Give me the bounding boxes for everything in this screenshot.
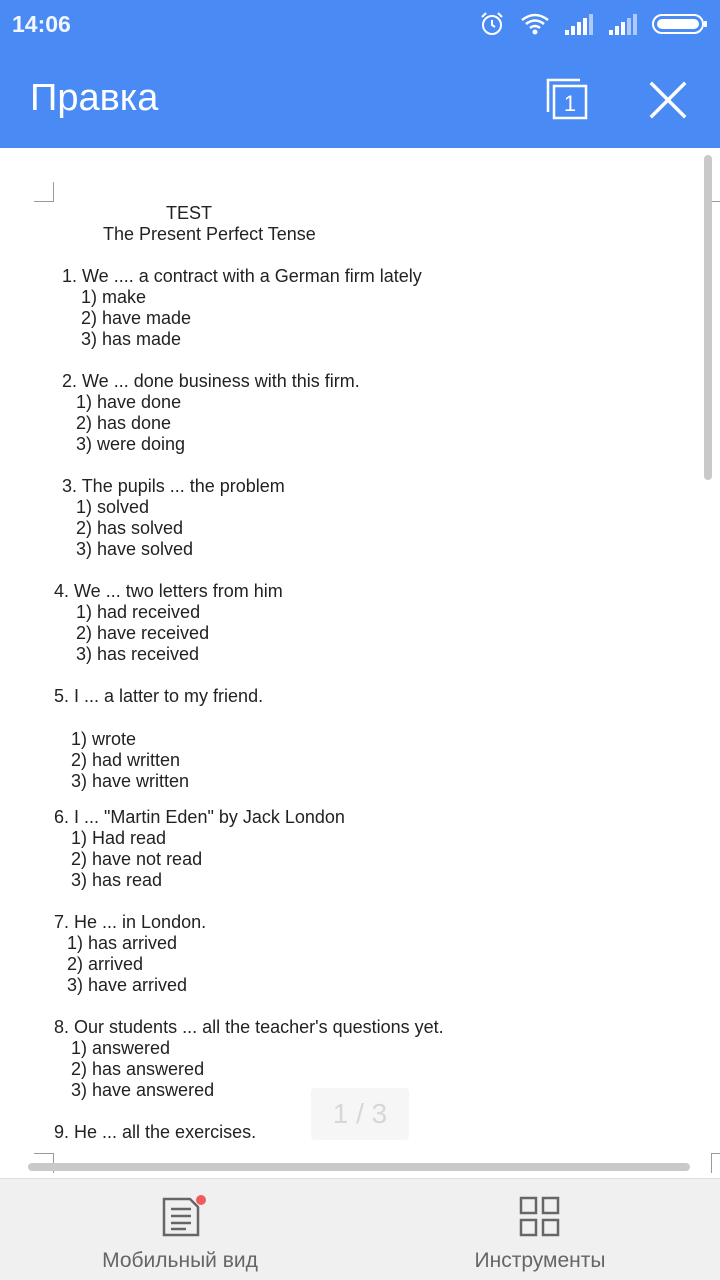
answer-option: 3) has received (76, 644, 200, 664)
answer-option: 3) has read (71, 870, 163, 890)
question-line: 1. We .... a contract with a German firm lately (62, 266, 422, 286)
status-time: 14:06 (12, 11, 71, 37)
question-line: 4. We ... two letters from him (54, 581, 283, 601)
doc-subheading: The Present Perfect Tense (103, 224, 316, 244)
signal-icon-2 (608, 12, 638, 36)
signal-icon (564, 12, 594, 36)
close-button[interactable] (646, 78, 690, 122)
notification-badge (196, 1195, 206, 1205)
answer-option: 3) have written (71, 771, 190, 791)
question-line: 6. I ... "Martin Eden" by Jack London (54, 807, 345, 827)
answer-option: 2) has solved (76, 518, 184, 538)
tools-label: Инструменты (474, 1249, 606, 1272)
vertical-scrollbar[interactable] (704, 155, 712, 480)
question-line: 3. The pupils ... the problem (62, 476, 285, 496)
page-indicator: 1 / 3 (311, 1088, 409, 1140)
pages-button[interactable] (543, 76, 591, 124)
bottom-toolbar (0, 1178, 720, 1280)
answer-option: 1) wrote (71, 729, 137, 749)
page-count: 1 (563, 91, 577, 116)
answer-option: 3) have answered (71, 1080, 215, 1100)
status-bar (0, 0, 720, 50)
answer-option: 1) Had read (71, 828, 167, 848)
alarm-icon (478, 10, 506, 38)
answer-option: 2) had written (71, 750, 181, 770)
battery-icon (652, 12, 708, 36)
answer-option: 1) had received (76, 602, 201, 622)
answer-option: 2) arrived (67, 954, 144, 974)
status-icons (478, 10, 708, 38)
app-bar (0, 50, 720, 148)
tools-button[interactable] (360, 1179, 720, 1280)
answer-option: 3) has made (81, 329, 182, 349)
answer-option: 1) has arrived (67, 933, 178, 953)
page-corner-marker (34, 182, 54, 202)
answer-option: 3) have arrived (67, 975, 188, 995)
question-line: 9. He ... all the exercises. (54, 1122, 257, 1142)
answer-option: 1) answered (71, 1038, 171, 1058)
page-corner-marker (711, 182, 720, 202)
mobile-view-button[interactable] (0, 1179, 360, 1280)
answer-option: 3) have solved (76, 539, 194, 559)
question-line: 5. I ... a latter to my friend. (54, 686, 264, 706)
answer-option: 2) have received (76, 623, 210, 643)
mobile-view-label: Мобильный вид (102, 1249, 258, 1272)
page-title: Правка (30, 77, 159, 119)
doc-heading: TEST (166, 203, 213, 223)
answer-option: 2) has answered (71, 1059, 205, 1079)
horizontal-scrollbar[interactable] (28, 1163, 690, 1171)
answer-option: 1) solved (76, 497, 150, 517)
question-line: 7. He ... in London. (54, 912, 207, 932)
answer-option: 2) have not read (71, 849, 203, 869)
page-corner-marker (711, 1153, 720, 1173)
answer-option: 1) have done (76, 392, 182, 412)
answer-option: 1) make (81, 287, 147, 307)
answer-option: 2) have made (81, 308, 192, 328)
tools-grid-icon (518, 1195, 562, 1239)
answer-option: 3) were doing (76, 434, 186, 454)
answer-option: 2) has done (76, 413, 172, 433)
question-line: 2. We ... done business with this firm. (62, 371, 360, 391)
question-line: 8. Our students ... all the teacher's questions yet. (54, 1017, 444, 1037)
wifi-icon (520, 12, 550, 36)
document-viewer[interactable] (0, 150, 720, 1178)
close-icon (646, 78, 690, 122)
